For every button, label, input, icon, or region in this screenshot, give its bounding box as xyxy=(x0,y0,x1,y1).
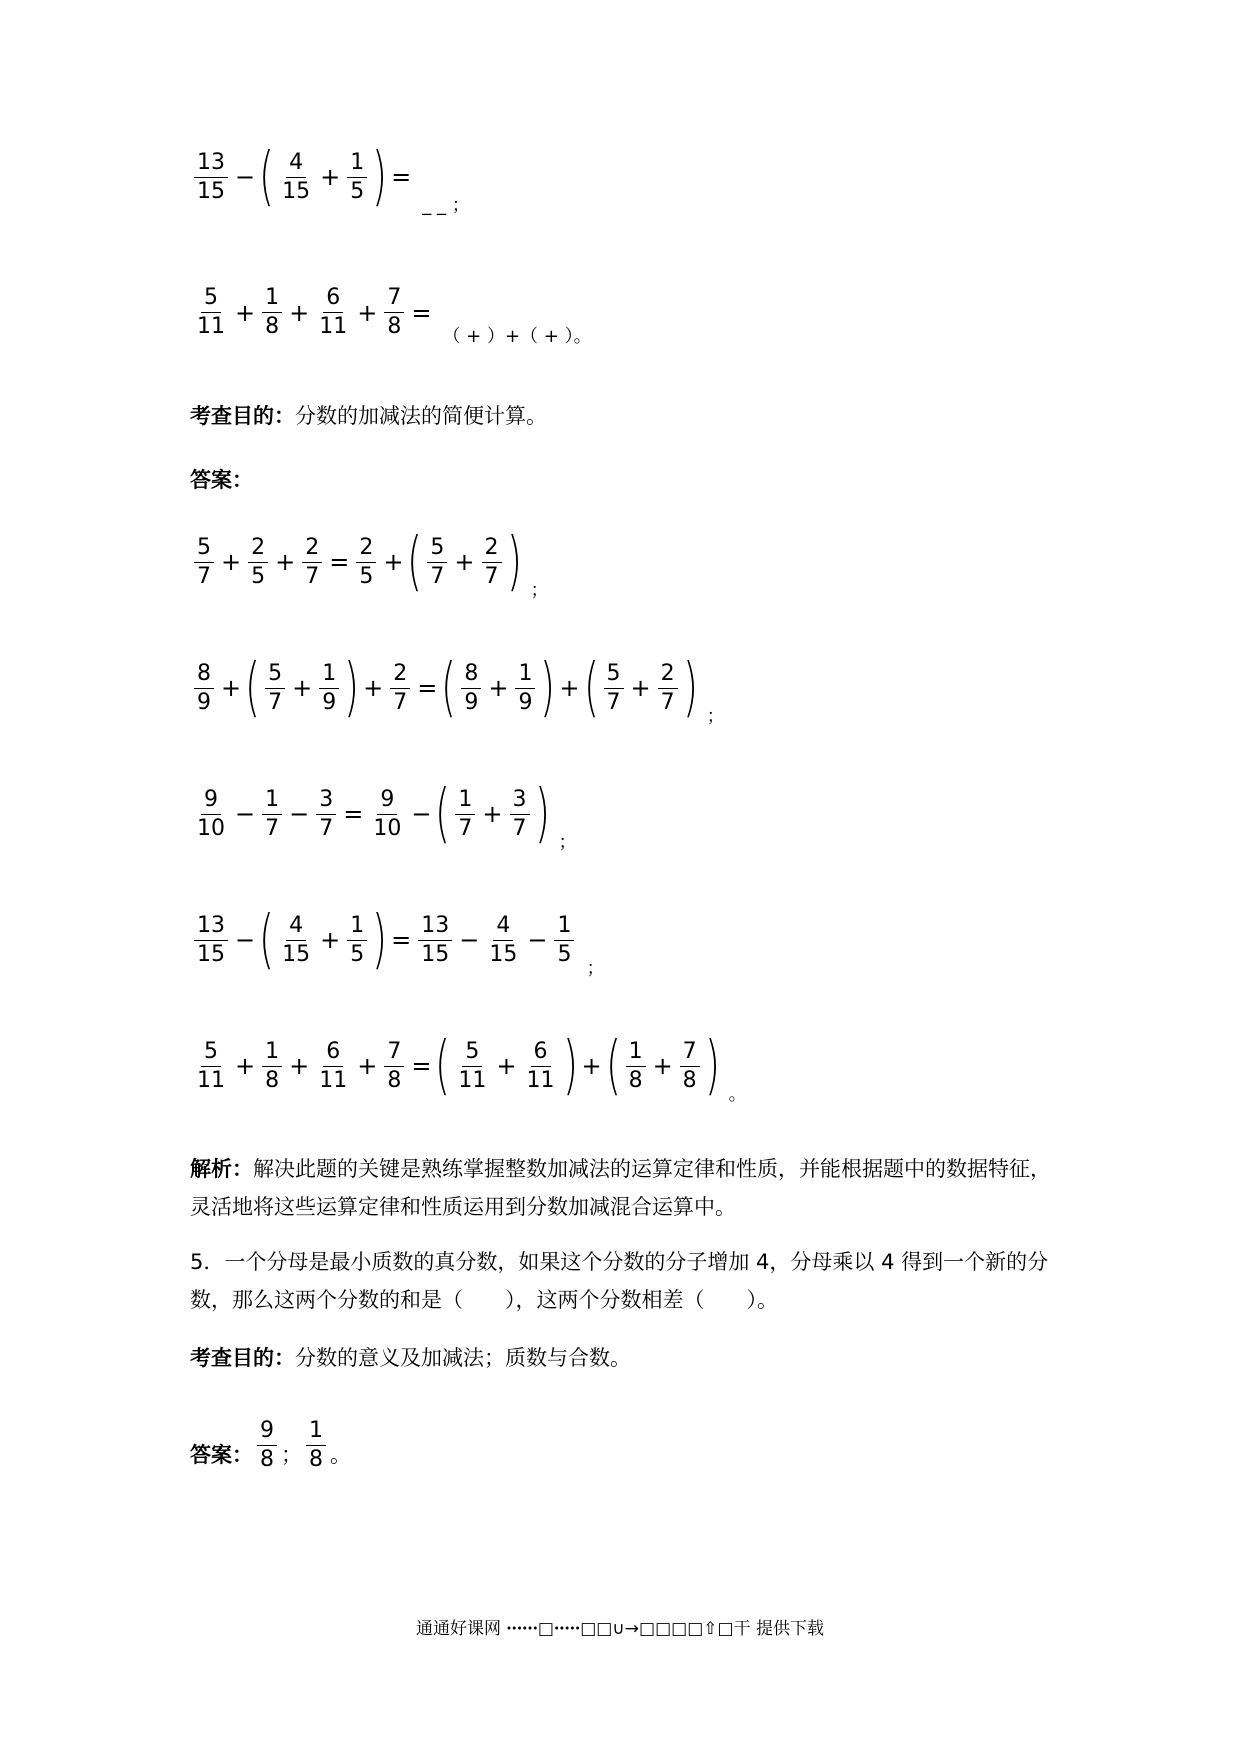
equals-sign: = xyxy=(391,163,412,191)
right-parenthesis: ) xyxy=(540,651,556,725)
fraction-numerator: 1 xyxy=(554,913,574,941)
fraction-denominator: 8 xyxy=(682,1067,697,1093)
fraction-denominator: 11 xyxy=(319,314,348,339)
fraction-denominator: 15 xyxy=(282,941,311,967)
right-parenthesis: ) xyxy=(344,651,360,725)
fraction-numerator: 6 xyxy=(531,1039,551,1067)
fraction-denominator: 7 xyxy=(197,563,211,589)
left-parenthesis: ( xyxy=(435,1029,451,1103)
fraction-numerator: 1 xyxy=(306,1418,326,1446)
operator: + xyxy=(235,1052,256,1080)
purpose-2-text: 分数的意义及加减法；质数与合数。 xyxy=(295,1346,631,1370)
analysis-text: 解决此题的关键是熟练掌握整数加减法的运算定律和性质，并能根据题中的数据特征，灵活地将这些运算定律和性质运用到分数加减混合运算中。 xyxy=(190,1157,1051,1219)
operator: + xyxy=(630,674,651,702)
fraction xyxy=(262,285,282,340)
fraction xyxy=(418,913,452,968)
fraction xyxy=(194,1039,228,1094)
fraction-numerator: 3 xyxy=(316,787,336,815)
answer-equation-2 xyxy=(190,651,725,727)
fraction-denominator: 15 xyxy=(282,178,311,204)
right-parenthesis: ) xyxy=(372,140,388,214)
fraction-numerator: 9 xyxy=(201,787,221,815)
fraction xyxy=(316,1039,350,1094)
fraction xyxy=(427,535,447,590)
operator: + xyxy=(383,548,404,576)
left-parenthesis: ( xyxy=(583,651,599,725)
fraction xyxy=(194,150,228,205)
fraction xyxy=(384,1039,404,1094)
fraction-denominator: 8 xyxy=(260,1447,274,1472)
operator: + xyxy=(275,548,296,576)
fraction xyxy=(486,913,520,968)
left-parenthesis: ( xyxy=(435,777,451,851)
fraction-numerator: 4 xyxy=(286,150,306,178)
right-parenthesis: ) xyxy=(372,903,388,977)
fraction-denominator: 15 xyxy=(421,941,450,967)
fraction-numerator: 8 xyxy=(194,661,214,689)
fraction-numerator: 7 xyxy=(384,1039,404,1067)
equation-tail: _ _ ； xyxy=(422,195,470,216)
fraction-denominator: 7 xyxy=(319,815,334,841)
analysis-label: 解析： xyxy=(190,1157,253,1181)
fraction xyxy=(482,535,502,590)
fraction-denominator: 11 xyxy=(458,1067,487,1093)
purpose-1-text: 分数的加减法的简便计算。 xyxy=(295,404,547,428)
operator: + xyxy=(363,674,384,702)
question-5: 5．一个分母是最小质数的真分数，如果这个分数的分子增加 4，分母乘以 4 得到一个新的分数，那么这两个分数的和是（ ），这两个分数相差（ ）。 xyxy=(190,1250,1049,1312)
fraction-denominator: 7 xyxy=(430,563,445,589)
fraction-denominator: 5 xyxy=(350,941,365,967)
fraction-denominator: 5 xyxy=(557,941,572,967)
fraction xyxy=(194,535,214,590)
fraction-numerator: 3 xyxy=(510,787,530,815)
equation-top-2 xyxy=(190,285,592,347)
equals-sign: = xyxy=(411,298,432,327)
left-parenthesis: ( xyxy=(259,903,275,977)
fraction-numerator: 5 xyxy=(462,1039,482,1067)
analysis-paragraph xyxy=(190,1150,1070,1226)
operator: + xyxy=(320,926,341,954)
fraction xyxy=(515,661,535,716)
equation-top-1 xyxy=(190,140,470,216)
fraction xyxy=(248,535,268,590)
fraction xyxy=(384,285,404,340)
fraction-numerator: 5 xyxy=(427,535,447,563)
fraction xyxy=(279,150,313,205)
fraction-numerator: 2 xyxy=(658,661,678,689)
fraction-denominator: 11 xyxy=(197,1067,225,1093)
fraction-denominator: 7 xyxy=(484,563,499,589)
fraction-denominator: 10 xyxy=(197,815,225,841)
equation-tail: 。 xyxy=(728,1084,747,1105)
fraction-denominator: 7 xyxy=(305,563,320,589)
fraction xyxy=(554,913,574,968)
operator: − xyxy=(235,163,256,191)
fraction-numerator: 2 xyxy=(248,535,268,563)
operator: − xyxy=(459,926,480,954)
left-parenthesis: ( xyxy=(245,651,261,725)
right-parenthesis: ) xyxy=(562,1029,578,1103)
fraction xyxy=(455,787,475,842)
fraction xyxy=(262,787,282,842)
fraction-denominator: 5 xyxy=(359,563,374,589)
operator: − xyxy=(235,926,256,954)
operator: + xyxy=(482,800,503,828)
equation-tail: ； xyxy=(586,958,605,979)
fraction-numerator: 13 xyxy=(194,150,228,178)
answer-equation-3 xyxy=(190,777,577,853)
fraction-numerator: 4 xyxy=(286,913,306,941)
purpose-1-label: 考查目的： xyxy=(190,404,295,428)
fraction-numerator: 5 xyxy=(201,285,221,313)
fraction-denominator: 10 xyxy=(373,815,402,841)
fraction xyxy=(524,1039,558,1094)
fraction-numerator: 1 xyxy=(455,787,475,815)
fraction xyxy=(302,535,322,590)
fraction xyxy=(604,661,624,716)
operator: + xyxy=(289,298,310,327)
answer-1-label: 答案： xyxy=(190,468,253,492)
fraction-numerator: 1 xyxy=(515,661,535,689)
fraction-numerator: 5 xyxy=(201,1039,221,1067)
operator: + xyxy=(235,298,256,327)
equation-tail: ； xyxy=(558,832,577,853)
operator: + xyxy=(496,1052,517,1080)
left-parenthesis: ( xyxy=(605,1029,621,1103)
fraction-denominator: 7 xyxy=(512,815,527,841)
operator: + xyxy=(221,674,242,702)
operator: − xyxy=(289,800,310,828)
fraction-denominator: 9 xyxy=(464,689,479,715)
fraction-denominator: 7 xyxy=(268,689,283,715)
fraction-numerator: 1 xyxy=(347,150,367,178)
fraction-denominator: 8 xyxy=(387,314,402,339)
fraction-denominator: 9 xyxy=(197,689,211,715)
fraction-numerator: 1 xyxy=(262,787,282,815)
fraction-denominator: 8 xyxy=(265,1067,280,1093)
operator: + xyxy=(488,674,509,702)
fraction-numerator: 4 xyxy=(493,913,513,941)
fraction-numerator: 2 xyxy=(302,535,322,563)
fraction-numerator: 2 xyxy=(356,535,376,563)
fraction-denominator: 8 xyxy=(628,1067,643,1093)
operator: + xyxy=(652,1052,673,1080)
equals-sign: = xyxy=(343,800,364,828)
answer-equation-1 xyxy=(190,525,549,601)
operator: + xyxy=(357,1052,378,1080)
fraction xyxy=(390,661,410,716)
fraction-denominator: 5 xyxy=(251,563,266,589)
fraction-numerator: 1 xyxy=(262,285,282,313)
fraction-numerator: 2 xyxy=(390,661,410,689)
equals-sign: = xyxy=(417,674,438,702)
fraction xyxy=(279,913,313,968)
fraction-numerator: 5 xyxy=(604,661,624,689)
equals-sign: = xyxy=(329,548,350,576)
right-parenthesis: ) xyxy=(704,1029,720,1103)
purpose-2-label: 考查目的： xyxy=(190,1346,295,1370)
right-parenthesis: ) xyxy=(534,777,550,851)
fraction-denominator: 9 xyxy=(518,689,533,715)
operator: − xyxy=(527,926,548,954)
fraction-denominator: 8 xyxy=(265,314,280,339)
fraction-numerator: 5 xyxy=(265,661,285,689)
operator: + xyxy=(454,548,475,576)
equation-tail: ； xyxy=(530,580,549,601)
equals-sign: = xyxy=(391,926,412,954)
fraction xyxy=(347,150,367,205)
operator: + xyxy=(292,674,313,702)
answer-equation-4 xyxy=(190,903,605,979)
answer-2-fraction-2 xyxy=(306,1418,326,1473)
fraction xyxy=(455,1039,489,1094)
operator: + xyxy=(289,1052,310,1080)
fraction xyxy=(194,913,228,968)
operator: + xyxy=(357,298,378,327)
answer-equation-5 xyxy=(190,1029,747,1105)
fraction xyxy=(194,661,214,716)
fraction-denominator: 11 xyxy=(319,1067,348,1093)
fraction xyxy=(658,661,678,716)
fraction-denominator: 7 xyxy=(660,689,675,715)
answer-2-separator: ； xyxy=(281,1443,302,1467)
operator: + xyxy=(221,548,242,576)
fraction xyxy=(265,661,285,716)
fraction-numerator: 1 xyxy=(347,913,367,941)
answer-2 xyxy=(190,1418,351,1473)
purpose-2 xyxy=(190,1340,631,1376)
fraction-numerator: 6 xyxy=(323,285,343,313)
fraction xyxy=(461,661,481,716)
operator: + xyxy=(320,163,341,191)
fraction-denominator: 8 xyxy=(387,1067,402,1093)
fraction-numerator: 9 xyxy=(257,1418,277,1446)
fraction-denominator: 8 xyxy=(309,1447,323,1472)
left-parenthesis: ( xyxy=(259,140,275,214)
fraction-denominator: 7 xyxy=(606,689,621,715)
fraction xyxy=(510,787,530,842)
left-parenthesis: ( xyxy=(441,651,457,725)
fraction-numerator: 8 xyxy=(461,661,481,689)
fraction xyxy=(316,285,350,340)
fraction xyxy=(262,1039,282,1094)
answer-2-fraction-1 xyxy=(257,1418,277,1473)
page-footer: 通通好课网 ꞏꞏꞏꞏꞏꞏ□ꞏꞏꞏꞏꞏ□□∪→□□□□⇧□干 提供下载 xyxy=(415,1619,825,1639)
fraction-numerator: 2 xyxy=(482,535,502,563)
equation-tail: （ + ）+（ + ）。 xyxy=(442,326,592,347)
equation-tail: ； xyxy=(706,706,725,727)
fraction-numerator: 7 xyxy=(384,285,404,313)
operator: + xyxy=(581,1052,602,1080)
fraction xyxy=(347,913,367,968)
fraction xyxy=(356,535,376,590)
fraction-numerator: 7 xyxy=(680,1039,700,1067)
fraction xyxy=(370,787,404,842)
right-parenthesis: ) xyxy=(682,651,698,725)
fraction-denominator: 11 xyxy=(197,314,225,339)
fraction-denominator: 15 xyxy=(197,178,225,204)
fraction xyxy=(680,1039,700,1094)
fraction xyxy=(316,787,336,842)
fraction-denominator: 7 xyxy=(265,815,280,841)
fraction-numerator: 6 xyxy=(323,1039,343,1067)
fraction-numerator: 1 xyxy=(262,1039,282,1067)
left-parenthesis: ( xyxy=(407,525,423,599)
fraction-denominator: 9 xyxy=(322,689,337,715)
fraction-denominator: 15 xyxy=(197,941,225,967)
fraction-denominator: 7 xyxy=(393,689,408,715)
fraction-denominator: 5 xyxy=(350,178,365,204)
answer-2-label: 答案： xyxy=(190,1443,253,1467)
equals-sign: = xyxy=(411,1052,432,1080)
right-parenthesis: ) xyxy=(506,525,522,599)
operator: − xyxy=(235,800,256,828)
fraction xyxy=(626,1039,646,1094)
fraction xyxy=(194,787,228,842)
fraction-numerator: 13 xyxy=(418,913,452,941)
operator: + xyxy=(559,674,580,702)
fraction xyxy=(194,285,228,340)
answer-2-end: 。 xyxy=(330,1443,351,1467)
fraction-denominator: 15 xyxy=(489,941,518,967)
fraction-denominator: 11 xyxy=(526,1067,555,1093)
fraction-denominator: 7 xyxy=(458,815,473,841)
fraction-numerator: 5 xyxy=(194,535,214,563)
fraction-numerator: 9 xyxy=(377,787,397,815)
fraction xyxy=(319,661,339,716)
fraction-numerator: 1 xyxy=(319,661,339,689)
purpose-1 xyxy=(190,398,547,434)
operator: − xyxy=(411,800,432,828)
fraction-numerator: 13 xyxy=(194,913,228,941)
fraction-numerator: 1 xyxy=(626,1039,646,1067)
